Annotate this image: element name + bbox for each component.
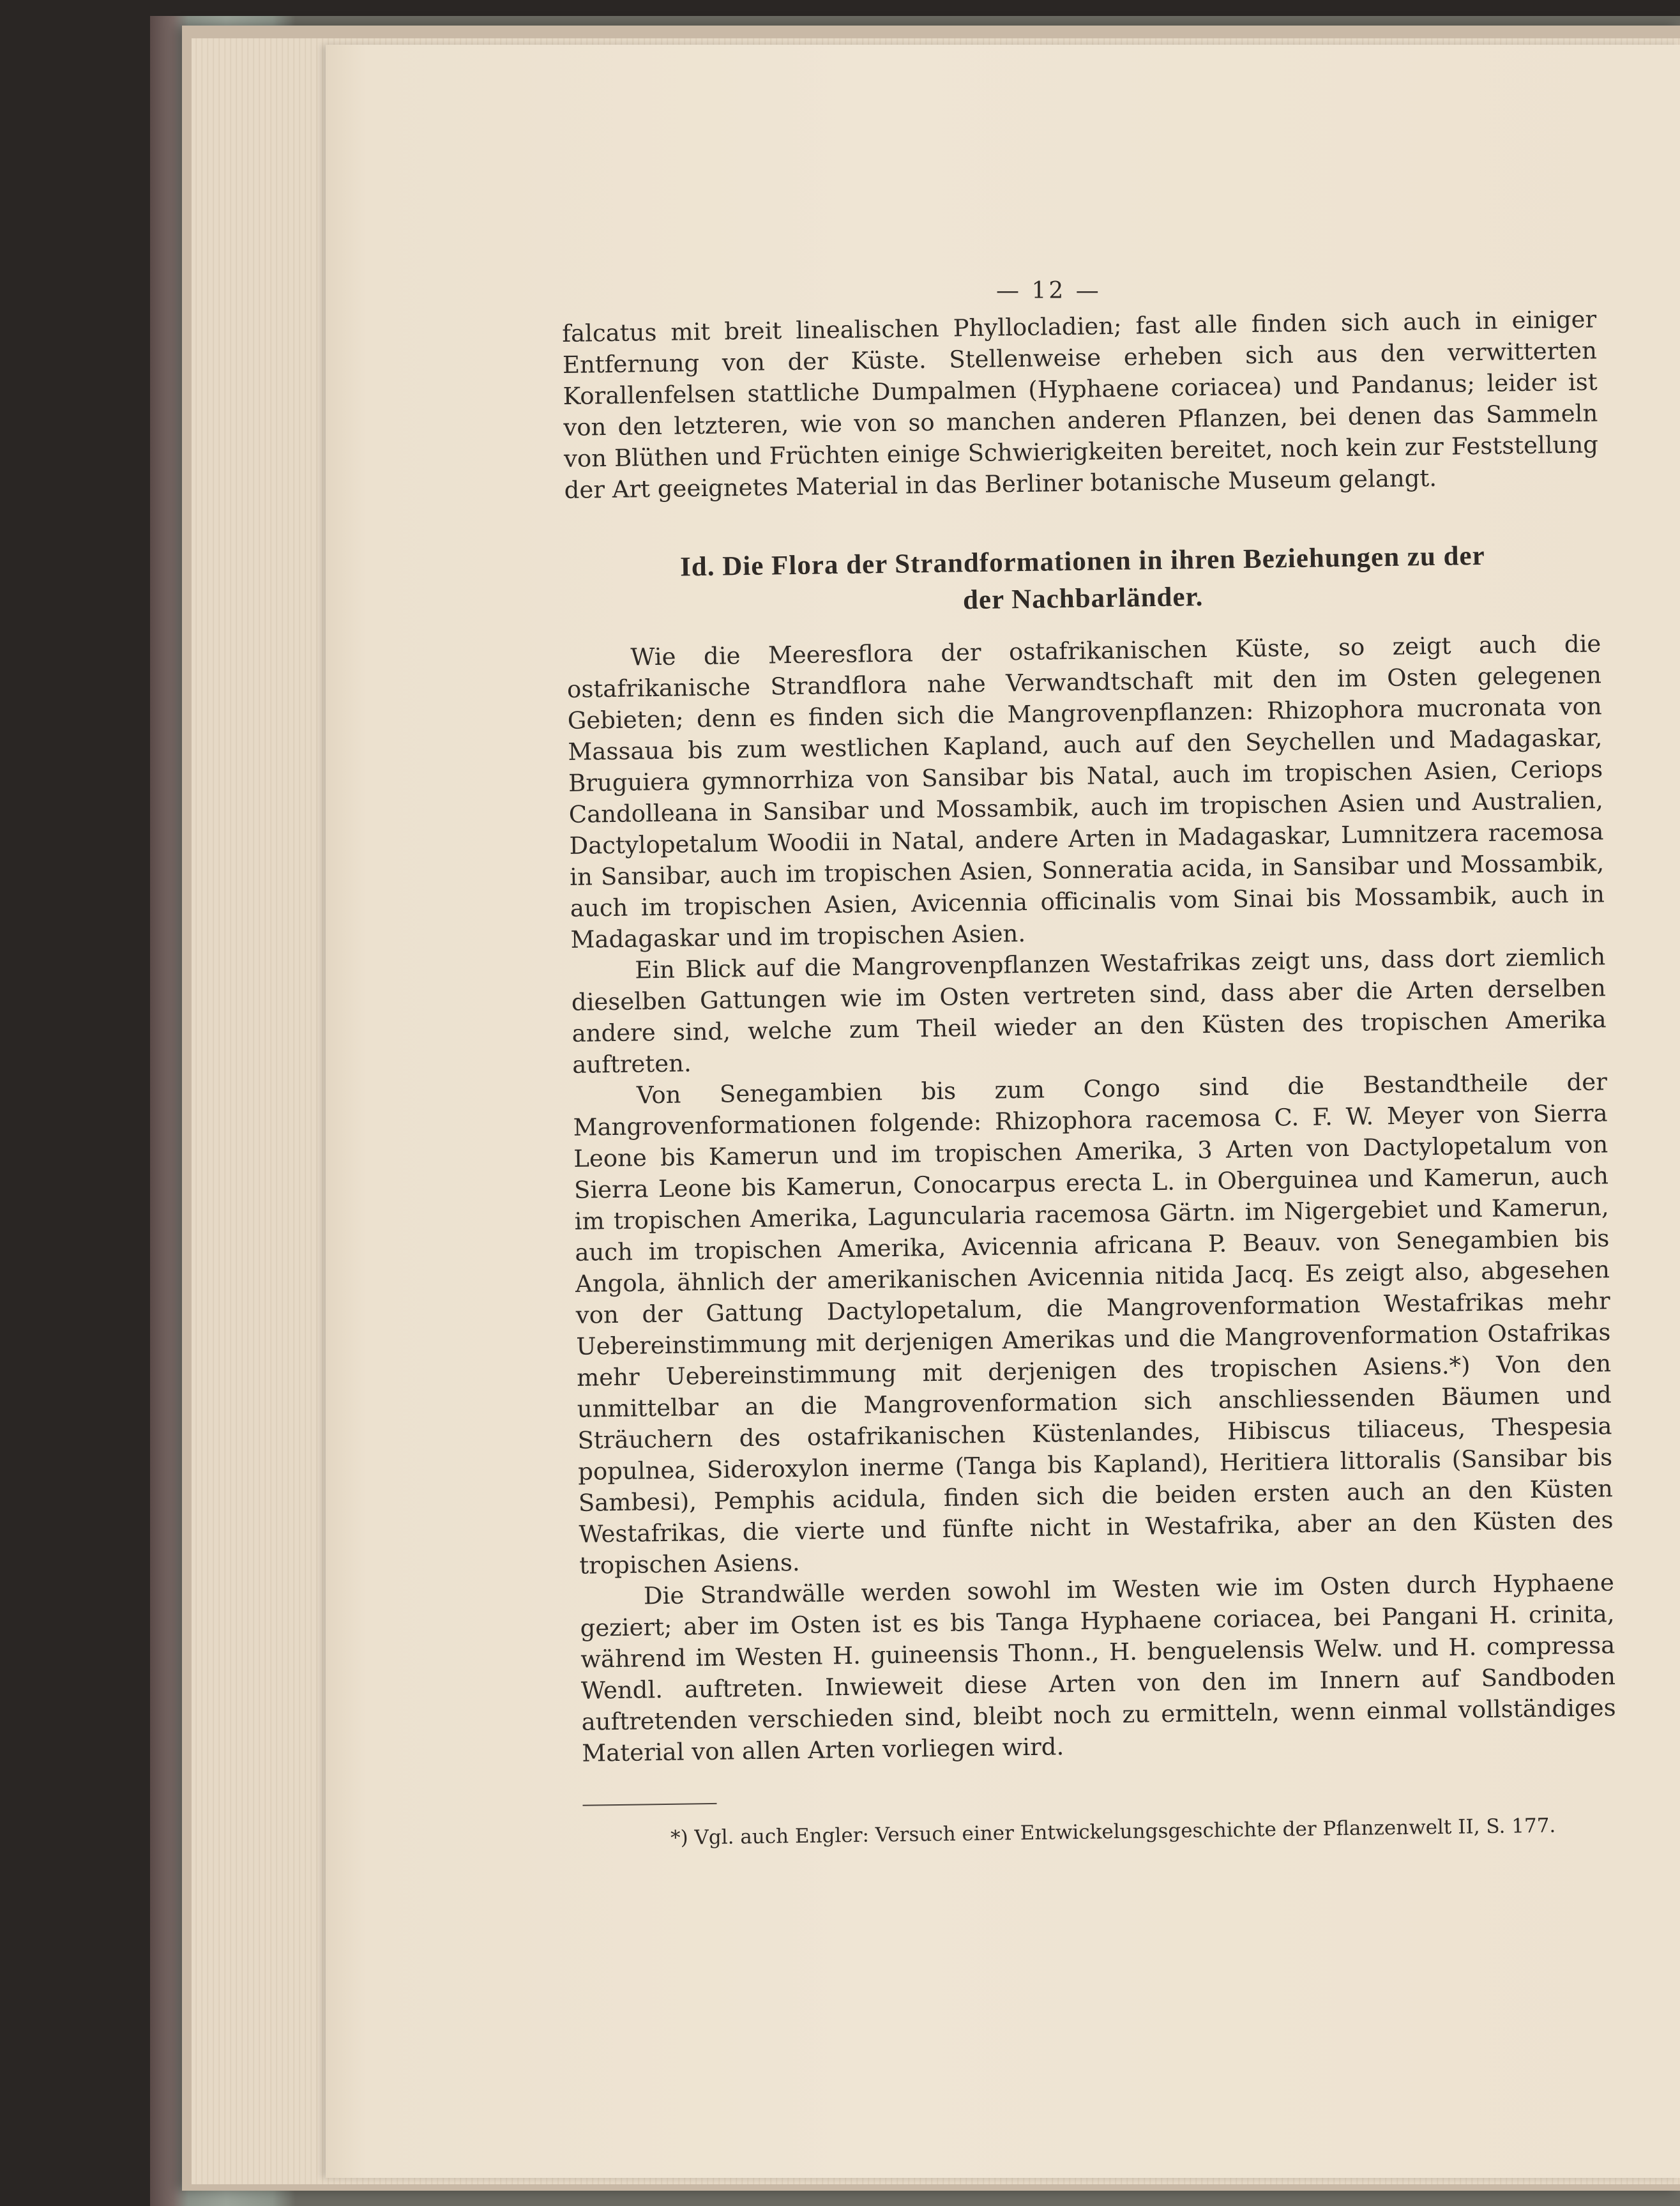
page-text (562, 303, 1617, 1852)
paragraph-2: Ein Blick auf die Mangrovenpflanzen Westafrikas zeigt uns, dass dort ziemlich dieselben Gattungen wie im Osten vertreten sind, dass aber die Arten derselben andere sind, welche zum Theil wieder an den Küsten des tropischen Amerika auftreten. (571, 943, 1607, 1079)
footnote: *) Vgl. auch Engler: Versuch einer Entwickelungsgeschichte der Pflanzenwelt II, S. 177. (670, 1814, 1556, 1850)
paragraph-1: Wie die Meeresflora der ostafrikanischen Küste, so zeigt auch die ostafrikanische Strandflora nahe Verwandtschaft mit den im Osten gelegenen Gebieten; denn es finden sich die Mangrovenpflanzen: Rhizophora mucronata von Massaua bis zum westlichen Kapland, auch auf den Seychellen und Madagaskar, Bruguiera gymnorrhiza von Sansibar bis Natal, auch im tropischen Asien, Ceriops Candolleana in Sansibar und Mossambik, auch im tropischen Asien und Australien, Dactylopetalum Woodii in Natal, andere Arten in Madagaskar, Lumnitzera racemosa in Sansibar, auch im tropischen Asien, Sonneratia acida, in Sansibar und Mossambik, auch im tropischen Asien, Avicennia officinalis vom Sinai bis Mossambik, auch in Madagaskar und im tropischen Asien. (566, 630, 1605, 954)
paragraph-3: Von Senegambien bis zum Congo sind die Bestandtheile der Mangrovenformationen folgende: Rhizophora racemosa C. F. W. Meyer von Sierra Leone bis Kamerun und im tropischen Amerika, 3 Arten von Dactylopetalum von Sierra Leone bis Kamerun, Conocarpus erecta L. in Oberguinea und Kamerun, auch im tropischen Amerika, Laguncularia racemosa Gärtn. im Nigergebiet und Kamerun, auch im tropischen Amerika, Avicennia africana P. Beauv. von Senegambien bis Angola, ähnlich der amerikanischen Avicennia nitida Jacq. Es zeigt also, abgesehen von der Gattung Dactylopetalum, die Mangrovenformation Westafrikas mehr Uebereinstimmung mit derjenigen Amerikas und die Mangrovenformation Ostafrikas mehr Uebereinstimmung mit derjenigen des tropischen Asiens.*) Von den unmittelbar an die Mangrovenformation sich anschliessenden Bäumen und Sträuchern des ostafrikanischen Küstenlandes, Hibiscus tiliaceus, Thespesia populnea, Sideroxylon inerme (Tanga bis Kapland), Heritiera littoralis (Sansibar bis Sambesi), Pemphis acidula, finden sich die beiden ersten auch an den Küsten Westafrikas, die vierte und fünfte nicht in Westafrika, aber an den Küsten des tropischen Asiens. (573, 1068, 1614, 1579)
heading-line-1: Id. Die Flora der Strandformationen in ihren Beziehungen zu der (679, 540, 1485, 582)
heading-line-2: der Nachbarländer. (962, 582, 1204, 616)
page-number: — 12 — (996, 278, 1101, 304)
top-paragraph: falcatus mit breit linealischen Phyllocladien; fast alle finden sich auch in einiger Entfernung von der Küste. Stellenweise erheben sich aus den verwitterten Korallenfelsen stattliche Dumpalmen (Hyphaene coriacea) und Pandanus; leider ist von den letzteren, wie von so manchen anderen Pflanzen, bei denen das Sammeln von Blüthen und Früchten einige Schwierigkeiten bereitet, noch kein zur Feststellung der Art geeignetes Material in das Berliner botanische Museum gelangt. (562, 305, 1599, 504)
section-heading (565, 536, 1600, 625)
footnote-rule (583, 1803, 717, 1806)
paragraph-4: Die Strandwälle werden sowohl im Westen wie im Osten durch Hyphaene geziert; aber im Osten ist es bis Tanga Hyphaene coriacea, bei Pangani H. crinita, während im Westen H. guineensis Thonn., H. benguelensis Welw. und H. compressa Wendl. auftreten. Inwieweit diese Arten von den im Innern auf Sandboden auftretenden verschieden sind, bleibt noch zu ermitteln, wenn einmal vollständiges Material von allen Arten vorliegen wird. (580, 1569, 1616, 1767)
